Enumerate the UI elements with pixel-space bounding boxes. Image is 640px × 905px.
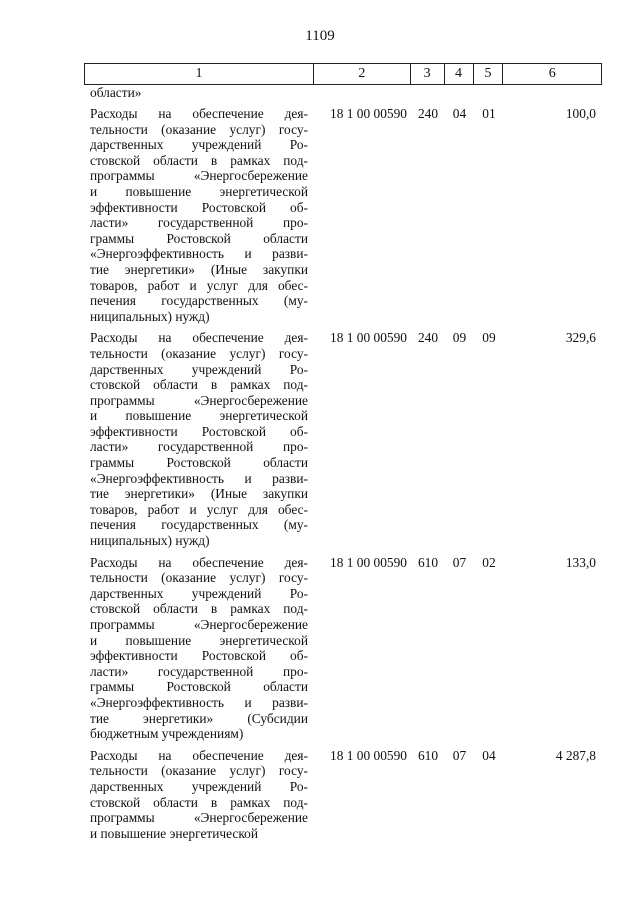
table-body — [84, 106, 602, 841]
description-line: эффективности Ростовской об- — [90, 423, 308, 439]
table-row — [84, 555, 602, 742]
description-line: ниципальных) нужд) — [90, 308, 210, 324]
expense-type-code: 240 — [417, 106, 439, 121]
description-line: граммы Ростовской области — [90, 455, 308, 471]
description-line: ласти» государственной про- — [90, 215, 308, 231]
description-line: «Энергоэффективность и разви- — [90, 470, 308, 486]
description-line: дарственных учреждений Ро- — [90, 778, 308, 794]
description-line: и повышение энергетической — [90, 408, 308, 424]
column-header-4: 4 — [445, 64, 474, 84]
target-article-code: 18 1 00 00590 — [330, 330, 407, 346]
target-article-code: 18 1 00 00590 — [330, 106, 407, 121]
amount-value: 100,0 — [565, 106, 596, 121]
description-line: Расходы на обеспечение дея- — [90, 106, 308, 121]
description-line: и повышение энергетической — [90, 183, 308, 199]
description-line: тельности (оказание услуг) госу- — [90, 763, 308, 779]
description-line: тельности (оказание услуг) госу- — [90, 570, 308, 586]
description-line: тельности (оказание услуг) госу- — [90, 121, 308, 137]
description-line: ниципальных) нужд) — [90, 533, 210, 549]
description-line: тие энергетики» (Иные закупки — [90, 261, 308, 277]
column-header-6: 6 — [548, 66, 556, 81]
description-line: и повышение энергетической — [90, 825, 259, 841]
continuation-text: области» — [90, 85, 142, 100]
description-line: стовской области в рамках под- — [90, 794, 308, 810]
description-line: эффективности Ростовской об- — [90, 199, 308, 215]
description-line: дарственных учреждений Ро- — [90, 361, 308, 377]
subsection-code: 04 — [482, 747, 496, 763]
table-header-row — [84, 63, 602, 85]
description-line: печения государственных (му- — [90, 293, 308, 309]
description-line: и повышение энергетической — [90, 632, 308, 648]
column-header-3: 3 — [411, 64, 445, 84]
amount-value: 133,0 — [565, 554, 596, 570]
section-code: 07 — [452, 554, 467, 570]
description-line: программы «Энергосбережение — [90, 392, 308, 408]
section-code: 09 — [452, 330, 467, 346]
column-header-1: 1 — [85, 64, 314, 84]
row-description — [84, 106, 314, 324]
table-row — [84, 330, 602, 548]
section-code: 07 — [452, 747, 467, 763]
subsection-code: 09 — [482, 330, 496, 346]
description-line: граммы Ростовской области — [90, 230, 308, 246]
description-line: дарственных учреждений Ро- — [90, 585, 308, 601]
expense-type-code: 610 — [417, 747, 439, 763]
target-article-code: 18 1 00 00590 — [330, 554, 407, 570]
description-line: Расходы на обеспечение дея- — [90, 747, 308, 763]
description-line: граммы Ростовской области — [90, 679, 308, 695]
description-line: товаров, работ и услуг для обес- — [90, 277, 308, 293]
target-article-code: 18 1 00 00590 — [330, 747, 407, 763]
subsection-code: 02 — [482, 554, 496, 570]
row-description — [84, 748, 314, 842]
description-line: ласти» государственной про- — [90, 439, 308, 455]
page-number: 1109 — [305, 28, 335, 44]
description-line: бюджетным учреждениям) — [90, 726, 244, 742]
table-row — [84, 748, 602, 842]
expense-type-code: 240 — [417, 330, 439, 346]
description-line: «Энергоэффективность и разви- — [90, 246, 308, 262]
description-line: печения государственных (му- — [90, 517, 308, 533]
column-header-2: 2 — [314, 64, 411, 84]
column-header-5: 5 — [474, 64, 504, 84]
description-line: «Энергоэффективность и разви- — [90, 694, 308, 710]
amount-value: 329,6 — [565, 330, 596, 346]
section-code: 04 — [452, 106, 467, 121]
description-line: стовской области в рамках под- — [90, 377, 308, 393]
budget-table — [84, 63, 602, 841]
row-description — [84, 555, 314, 742]
description-line: Расходы на обеспечение дея- — [90, 330, 308, 346]
amount-value: 4 287,8 — [555, 747, 596, 763]
description-line: товаров, работ и услуг для обес- — [90, 501, 308, 517]
description-line: Расходы на обеспечение дея- — [90, 554, 308, 570]
description-line: программы «Энергосбережение — [90, 617, 308, 632]
description-line: тие энергетики» (Иные закупки — [90, 486, 308, 502]
table-row — [84, 106, 602, 324]
description-line: тие энергетики» (Субсидии — [90, 710, 308, 726]
description-line: ласти» государственной про- — [90, 663, 308, 679]
expense-type-code: 610 — [417, 554, 439, 570]
description-line: программы «Энергосбережение — [90, 810, 308, 826]
subsection-code: 01 — [482, 106, 496, 121]
description-line: эффективности Ростовской об- — [90, 648, 308, 664]
description-line: тельности (оказание услуг) госу- — [90, 345, 308, 361]
row-description — [84, 330, 314, 548]
description-line: дарственных учреждений Ро- — [90, 137, 308, 153]
description-line: программы «Энергосбережение — [90, 168, 308, 184]
description-line: стовской области в рамках под- — [90, 152, 308, 168]
description-line: стовской области в рамках под- — [90, 601, 308, 617]
